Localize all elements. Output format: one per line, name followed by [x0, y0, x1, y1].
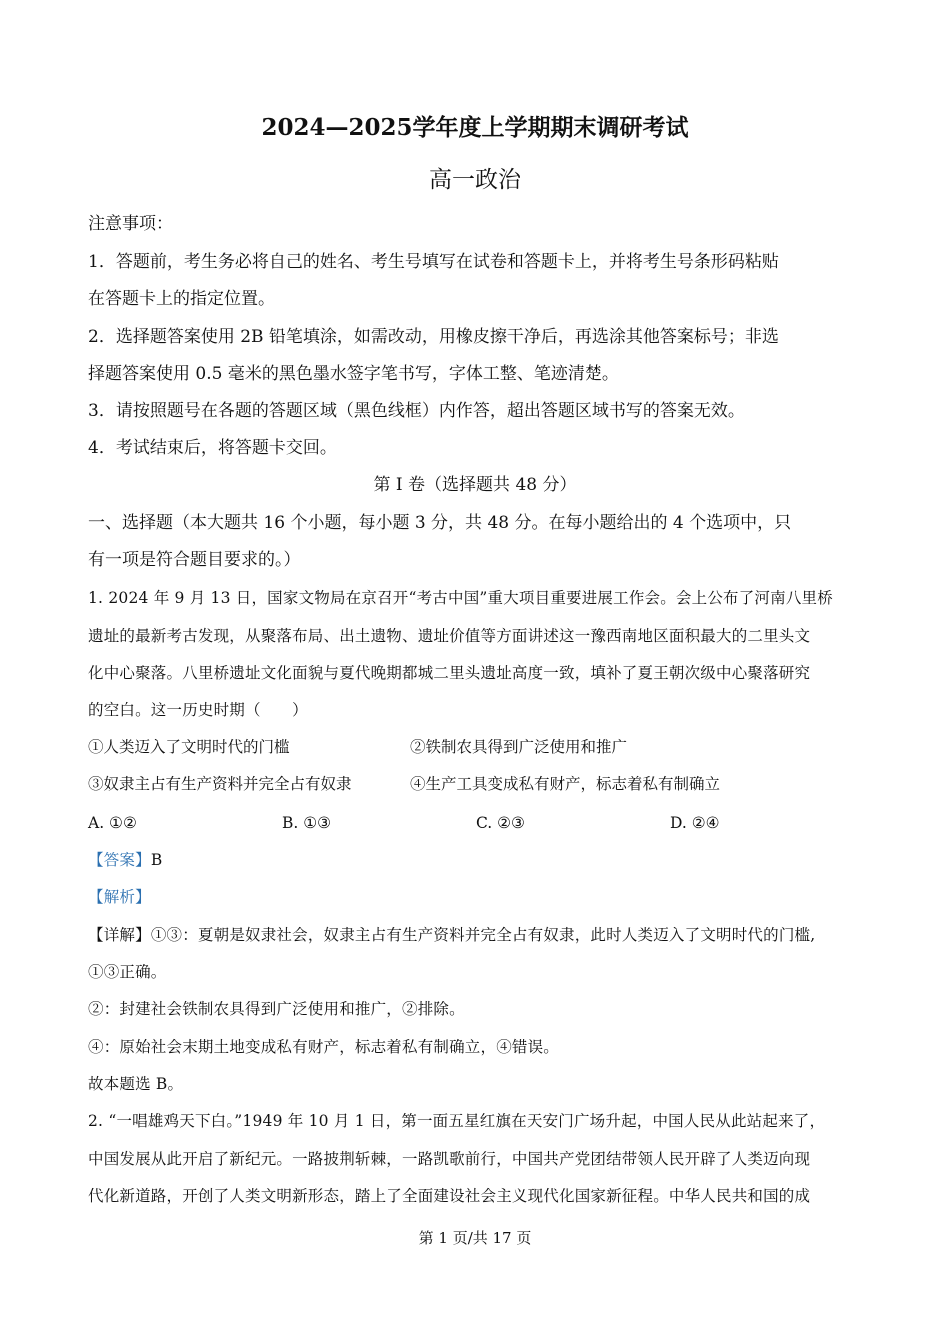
answer-tag: 【答案】	[88, 851, 151, 869]
statement-1: ①人类迈入了文明时代的门槛	[88, 738, 290, 756]
answer-line	[88, 848, 162, 872]
statement-2: ②铁制农具得到广泛使用和推广	[410, 738, 628, 756]
conclusion: 故本题选 B。	[88, 1075, 184, 1093]
question-2-stem-2: 中国发展从此开启了新纪元。一路披荆斩棘，一路凯歌前行，中国共产党团结带领人民开辟了人类迈向现	[88, 1150, 811, 1168]
subject-title: 高一政治	[429, 167, 521, 193]
question-1-stem-2: 遗址的最新考古发现，从聚落布局、出土遗物、遗址价值等方面讲述这一豫西南地区面积最大的二里头文	[88, 627, 811, 645]
notice-item-3: 3．请按照题号在各题的答题区域（黑色线框）内作答，超出答题区域书写的答案无效。	[88, 401, 745, 421]
detail-text: ①③：夏朝是奴隶社会，奴隶主占有生产资料并完全占有奴隶，此时人类迈入了文明时代的门槛,	[150, 926, 816, 944]
section-title: 第 I 卷（选择题共 48 分）	[373, 475, 577, 495]
answer-value: B	[150, 851, 163, 869]
exam-title: 2024—2025学年度上学期期末调研考试	[261, 114, 689, 141]
notice-item-2: 2．选择题答案使用 2B 铅笔填涂，如需改动，用橡皮擦干净后，再选涂其他答案标号；非选	[88, 327, 779, 347]
option-a: A. ①②	[88, 814, 137, 832]
question-1-stem-4: 的空白。这一历史时期（ ）	[88, 701, 308, 719]
notice-heading: 注意事项：	[88, 214, 173, 234]
notice-item-1-cont: 在答题卡上的指定位置。	[88, 289, 275, 309]
question-2-stem: 2. “一唱雄鸡天下白。”1949 年 10 月 1 日，第一面五星红旗在天安门广场升起，中国人民从此站起来了，	[88, 1112, 826, 1130]
analysis-line	[88, 885, 151, 909]
option-b: B. ①③	[282, 814, 332, 832]
detail-tag: 【详解】	[88, 926, 151, 944]
page-footer: 第 1 页/共 17 页	[418, 1229, 532, 1247]
notice-item-2-cont: 择题答案使用 0.5 毫米的黑色墨水签字笔书写，字体工整、笔迹清楚。	[88, 364, 619, 384]
statement-4: ④生产工具变成私有财产，标志着私有制确立	[410, 775, 721, 793]
detail-line-4: ④：原始社会末期土地变成私有财产，标志着私有制确立，④错误。	[88, 1038, 560, 1056]
section-instruction: 一、选择题（本大题共 16 个小题，每小题 3 分，共 48 分。在每小题给出的 4 个选项中，只	[88, 513, 792, 533]
analysis-tag: 【解析】	[88, 888, 151, 906]
notice-item-4: 4．考试结束后，将答题卡交回。	[88, 438, 337, 458]
question-1-stem-3: 化中心聚落。八里桥遗址文化面貌与夏代晚期都城二里头遗址高度一致，填补了夏王朝次级中心聚落研究	[88, 664, 811, 682]
question-2-stem-3: 代化新道路，开创了人类文明新形态，踏上了全面建设社会主义现代化国家新征程。中华人民共和国的成	[88, 1187, 811, 1205]
notice-item-1: 1．答题前，考生务必将自己的姓名、考生号填写在试卷和答题卡上，并将考生号条形码粘贴	[88, 252, 779, 272]
detail-line-2: ①③正确。	[88, 963, 167, 981]
statement-3: ③奴隶主占有生产资料并完全占有奴隶	[88, 775, 352, 793]
detail-line-1	[88, 923, 815, 947]
option-d: D. ②④	[670, 814, 720, 832]
question-1-stem: 1. 2024 年 9 月 13 日，国家文物局在京召开“考古中国”重大项目重要进展工作会。会上公布了河南八里桥	[88, 589, 833, 607]
section-instruction-cont: 有一项是符合题目要求的。）	[88, 550, 301, 570]
option-c: C. ②③	[476, 814, 525, 832]
detail-line-3: ②：封建社会铁制农具得到广泛使用和推广，②排除。	[88, 1000, 465, 1018]
